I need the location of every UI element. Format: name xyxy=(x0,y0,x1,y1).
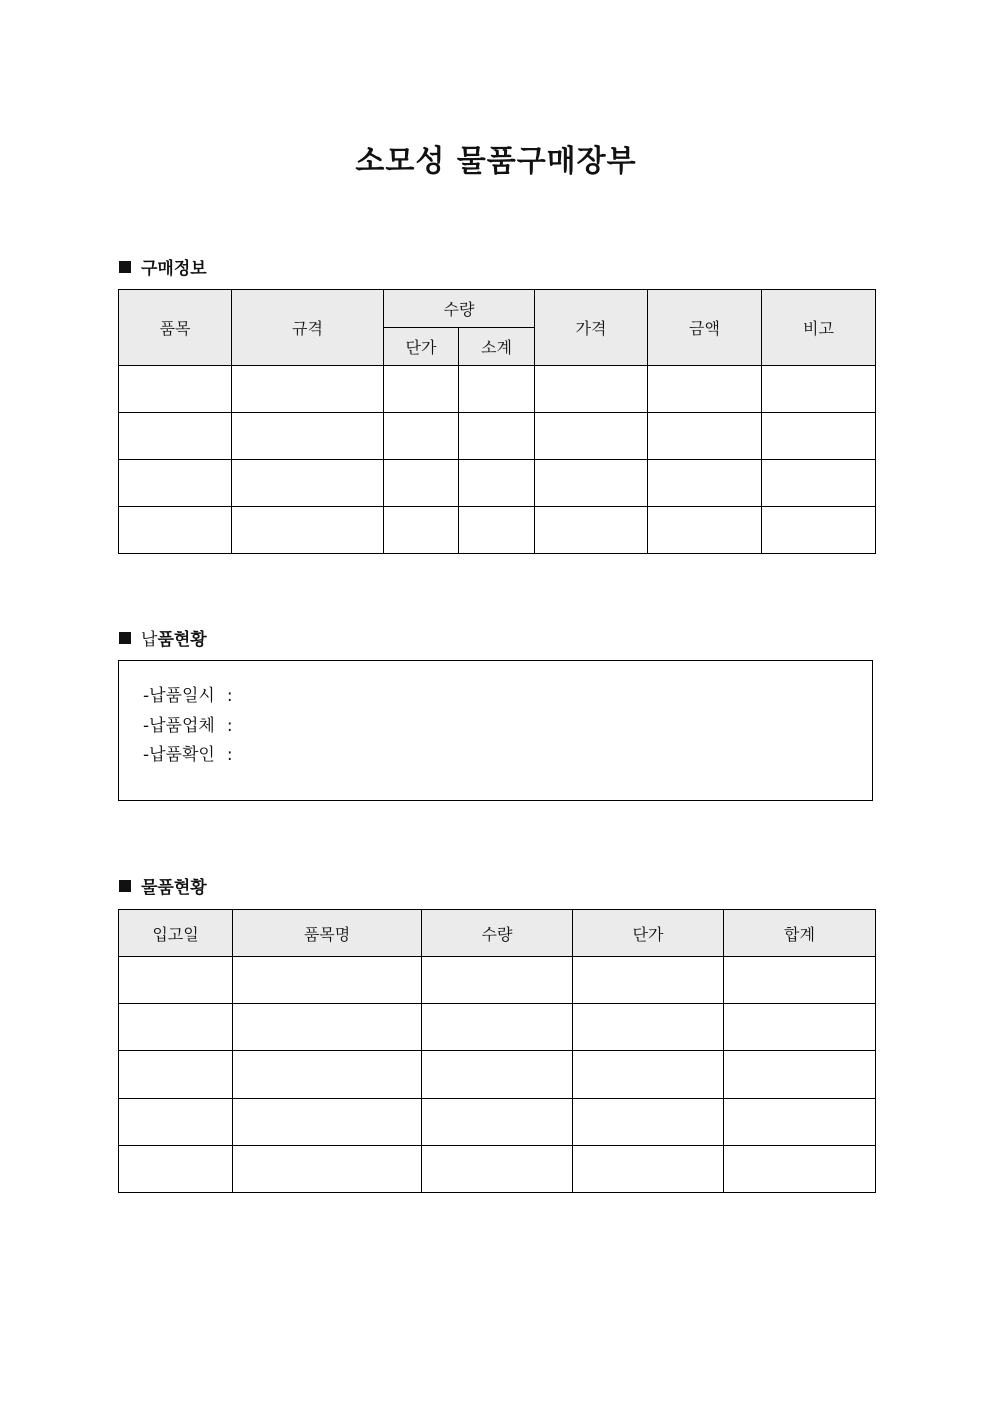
table-cell[interactable] xyxy=(119,1099,233,1146)
table-cell[interactable] xyxy=(119,507,232,554)
table-cell[interactable] xyxy=(535,460,648,507)
section-title: 구매정보 xyxy=(141,259,207,279)
table-row xyxy=(119,460,876,507)
delivery-confirm-label: -납품확인 xyxy=(143,745,215,765)
table-cell[interactable] xyxy=(724,1004,876,1051)
table-header-row xyxy=(119,290,876,328)
table-cell[interactable] xyxy=(232,460,384,507)
table-cell[interactable] xyxy=(422,1004,573,1051)
table-row xyxy=(119,413,876,460)
table-cell[interactable] xyxy=(535,413,648,460)
table-row xyxy=(119,366,876,413)
square-bullet-icon xyxy=(119,880,131,892)
table-row xyxy=(119,1146,876,1193)
table-row xyxy=(119,1051,876,1099)
section-title-prefix: 납 xyxy=(141,630,158,650)
table-cell[interactable] xyxy=(724,1099,876,1146)
table-cell[interactable] xyxy=(233,1099,422,1146)
table-cell[interactable] xyxy=(724,1146,876,1193)
delivery-vendor-label: -납품업체 xyxy=(143,716,215,736)
square-bullet-icon xyxy=(119,632,131,644)
table-row xyxy=(119,1004,876,1051)
table-cell[interactable] xyxy=(724,1051,876,1099)
delivery-vendor-line[interactable] xyxy=(143,711,233,736)
section-heading-purchase xyxy=(119,254,207,279)
header-received-date: 입고일 xyxy=(119,910,233,957)
header-price: 가격 xyxy=(535,290,648,366)
table-cell[interactable] xyxy=(119,1004,233,1051)
table-cell[interactable] xyxy=(459,460,535,507)
table-cell[interactable] xyxy=(762,460,876,507)
table-cell[interactable] xyxy=(724,957,876,1004)
table-cell[interactable] xyxy=(422,1051,573,1099)
section-title: 품현황 xyxy=(157,630,207,650)
table-cell[interactable] xyxy=(573,1051,724,1099)
table-cell[interactable] xyxy=(459,507,535,554)
header-subtotal: 소계 xyxy=(459,328,535,366)
header-amount: 금액 xyxy=(648,290,762,366)
table-cell[interactable] xyxy=(648,460,762,507)
section-heading-delivery xyxy=(119,625,207,650)
square-bullet-icon xyxy=(119,261,131,273)
table-cell[interactable] xyxy=(119,460,232,507)
table-cell[interactable] xyxy=(535,366,648,413)
table-cell[interactable] xyxy=(119,413,232,460)
section-title: 물품현황 xyxy=(141,878,207,898)
table-row xyxy=(119,957,876,1004)
table-cell[interactable] xyxy=(535,507,648,554)
header-note: 비고 xyxy=(762,290,876,366)
table-cell[interactable] xyxy=(648,507,762,554)
delivery-date-label: -납품일시 xyxy=(143,686,215,706)
table-row xyxy=(119,1099,876,1146)
table-cell[interactable] xyxy=(233,957,422,1004)
table-cell[interactable] xyxy=(422,1099,573,1146)
table-cell[interactable] xyxy=(459,413,535,460)
header-item-name: 품목명 xyxy=(233,910,422,957)
table-cell[interactable] xyxy=(232,366,384,413)
table-cell[interactable] xyxy=(648,413,762,460)
table-cell[interactable] xyxy=(232,413,384,460)
table-cell[interactable] xyxy=(573,1004,724,1051)
table-cell[interactable] xyxy=(422,1146,573,1193)
header-unit-price: 단가 xyxy=(384,328,459,366)
table-cell[interactable] xyxy=(232,507,384,554)
table-cell[interactable] xyxy=(573,1146,724,1193)
table-cell[interactable] xyxy=(384,460,459,507)
delivery-box xyxy=(118,660,873,801)
table-cell[interactable] xyxy=(119,1146,233,1193)
header-quantity: 수량 xyxy=(422,910,573,957)
goods-table xyxy=(118,909,876,1193)
delivery-date-colon: : xyxy=(226,686,233,706)
table-cell[interactable] xyxy=(119,366,232,413)
table-cell[interactable] xyxy=(384,507,459,554)
delivery-confirm-line[interactable] xyxy=(143,740,233,765)
header-unit-price: 단가 xyxy=(573,910,724,957)
table-cell[interactable] xyxy=(233,1146,422,1193)
purchase-table xyxy=(118,289,876,554)
table-header-row xyxy=(119,910,876,957)
table-cell[interactable] xyxy=(459,366,535,413)
table-cell[interactable] xyxy=(384,366,459,413)
header-quantity: 수량 xyxy=(384,290,535,328)
delivery-confirm-colon: : xyxy=(226,745,233,765)
page-title: 소모성 물품구매장부 xyxy=(355,144,637,179)
header-total: 합계 xyxy=(724,910,876,957)
header-spec: 규격 xyxy=(232,290,384,366)
table-cell[interactable] xyxy=(648,366,762,413)
section-heading-goods xyxy=(119,873,207,898)
delivery-vendor-colon: : xyxy=(226,716,233,736)
table-cell[interactable] xyxy=(573,1099,724,1146)
table-cell[interactable] xyxy=(384,413,459,460)
table-cell[interactable] xyxy=(762,507,876,554)
table-cell[interactable] xyxy=(573,957,724,1004)
table-cell[interactable] xyxy=(233,1051,422,1099)
table-cell[interactable] xyxy=(119,1051,233,1099)
table-cell[interactable] xyxy=(762,413,876,460)
table-cell[interactable] xyxy=(233,1004,422,1051)
table-cell[interactable] xyxy=(119,957,233,1004)
table-cell[interactable] xyxy=(422,957,573,1004)
delivery-date-line[interactable] xyxy=(143,681,233,706)
table-row xyxy=(119,507,876,554)
table-cell[interactable] xyxy=(762,366,876,413)
header-item: 품목 xyxy=(119,290,232,366)
